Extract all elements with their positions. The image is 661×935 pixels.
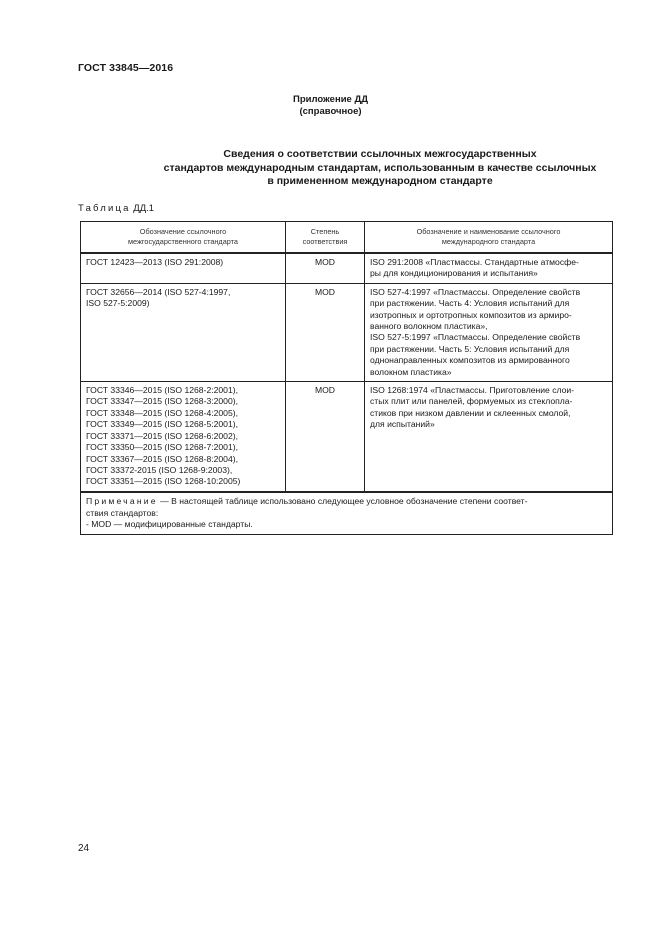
header-text: международного стандарта (441, 237, 536, 246)
cell-degree: MOD (286, 253, 365, 283)
cell-international (365, 382, 613, 492)
table-row (81, 253, 613, 283)
cell-text: ГОСТ 33349—2015 (ISO 1268-5:2001), (86, 419, 238, 430)
note-text: — В настоящей таблице использовано следующее условное обозначение степени соответ- (157, 495, 528, 506)
cell-text: ванного волокном пластика», (370, 321, 488, 332)
cell-text: ГОСТ 33350—2015 (ISO 1268-7:2001), (86, 442, 238, 453)
cell-international (365, 283, 613, 381)
document-code: ГОСТ 33845—2016 (78, 62, 174, 74)
table-note-row (81, 492, 613, 535)
section-heading (80, 148, 661, 189)
table-header-row (81, 222, 613, 254)
cell-text: ГОСТ 33372-2015 (ISO 1268-9:2003), (86, 464, 233, 475)
cell-text: ГОСТ 33346—2015 (ISO 1268-2:2001), (86, 385, 238, 396)
cell-text: однонаправленных композитов из армированного (370, 355, 570, 366)
cell-text: для испытаний» (370, 419, 435, 430)
appendix-subtitle: (справочное) (299, 106, 362, 117)
table-row (81, 382, 613, 492)
cell-text: изотропных и ортотропных композитов из армиро- (370, 309, 572, 320)
header-text: соответствия (302, 237, 348, 246)
cell-text: ГОСТ 33371—2015 (ISO 1268-6:2002), (86, 430, 238, 441)
heading-line: стандартов международным стандартам, использованным в качестве ссылочных (163, 161, 597, 174)
table-row (81, 283, 613, 381)
cell-text: при растяжении. Часть 5: Условия испытаний для (370, 343, 570, 354)
note-line (86, 496, 607, 508)
correspondence-table (80, 221, 613, 535)
note-line: - MOD — модифицированные стандарты. (86, 519, 253, 530)
cell-text: ISO 527-4:1997 «Пластмассы. Определение свойств (370, 286, 581, 297)
cell-text: волокном пластика» (370, 366, 452, 377)
cell-text: ГОСТ 33348—2015 (ISO 1268-4:2005), (86, 407, 238, 418)
header-text: межгосударственного стандарта (128, 237, 238, 246)
header-text: Обозначение и наименование ссылочного (416, 227, 561, 236)
cell-text: ГОСТ 12423—2013 (ISO 291:2008) (86, 257, 224, 267)
header-text: Степень (310, 227, 340, 236)
page-number: 24 (78, 843, 90, 854)
cell-standard (81, 382, 286, 492)
cell-standard (81, 253, 286, 283)
cell-text: ISO 291:2008 «Пластмассы. Стандартные атмосфе- (370, 257, 579, 267)
heading-line: Сведения о соответствии ссылочных межгосударственных (223, 148, 537, 160)
cell-text: ГОСТ 33347—2015 (ISO 1268-3:2000), (86, 396, 238, 407)
cell-text: ГОСТ 32656—2014 (ISO 527-4:1997, (86, 286, 231, 297)
cell-text: при растяжении. Часть 4: Условия испытаний для (370, 298, 570, 309)
cell-text: стых плит или панелей, формуемых из стеклопла- (370, 396, 573, 407)
cell-international (365, 253, 613, 283)
note-line: ствия стандартов: (86, 507, 159, 518)
table-caption-label: Таблица (78, 203, 131, 214)
cell-text: ISO 1268:1974 «Пластмассы. Приготовление слои- (370, 385, 575, 396)
header-standard (81, 222, 286, 254)
table-caption-number: ДД.1 (133, 203, 155, 214)
cell-text: стиков при низком давлении и склеенных смолой, (370, 407, 571, 418)
heading-line: в примененном международном стандарте (267, 175, 493, 187)
header-text: Обозначение ссылочного (139, 227, 227, 236)
cell-text: ры для кондиционирования и испытания» (370, 268, 538, 279)
cell-text: ГОСТ 33351—2015 (ISO 1268-10:2005) (86, 476, 241, 487)
cell-text: ISO 527-5:2009) (86, 298, 150, 309)
header-international (365, 222, 613, 254)
table-note (81, 492, 613, 535)
cell-degree: MOD (286, 382, 365, 492)
cell-standard (81, 283, 286, 381)
table-caption (78, 203, 154, 214)
header-degree (286, 222, 365, 254)
cell-text: ГОСТ 33367—2015 (ISO 1268-8:2004), (86, 453, 238, 464)
note-label: Примечание (86, 495, 158, 506)
cell-degree: MOD (286, 283, 365, 381)
appendix-title: Приложение ДД (293, 94, 368, 105)
cell-text: ISO 527-5:1997 «Пластмассы. Определение свойств (370, 332, 581, 343)
